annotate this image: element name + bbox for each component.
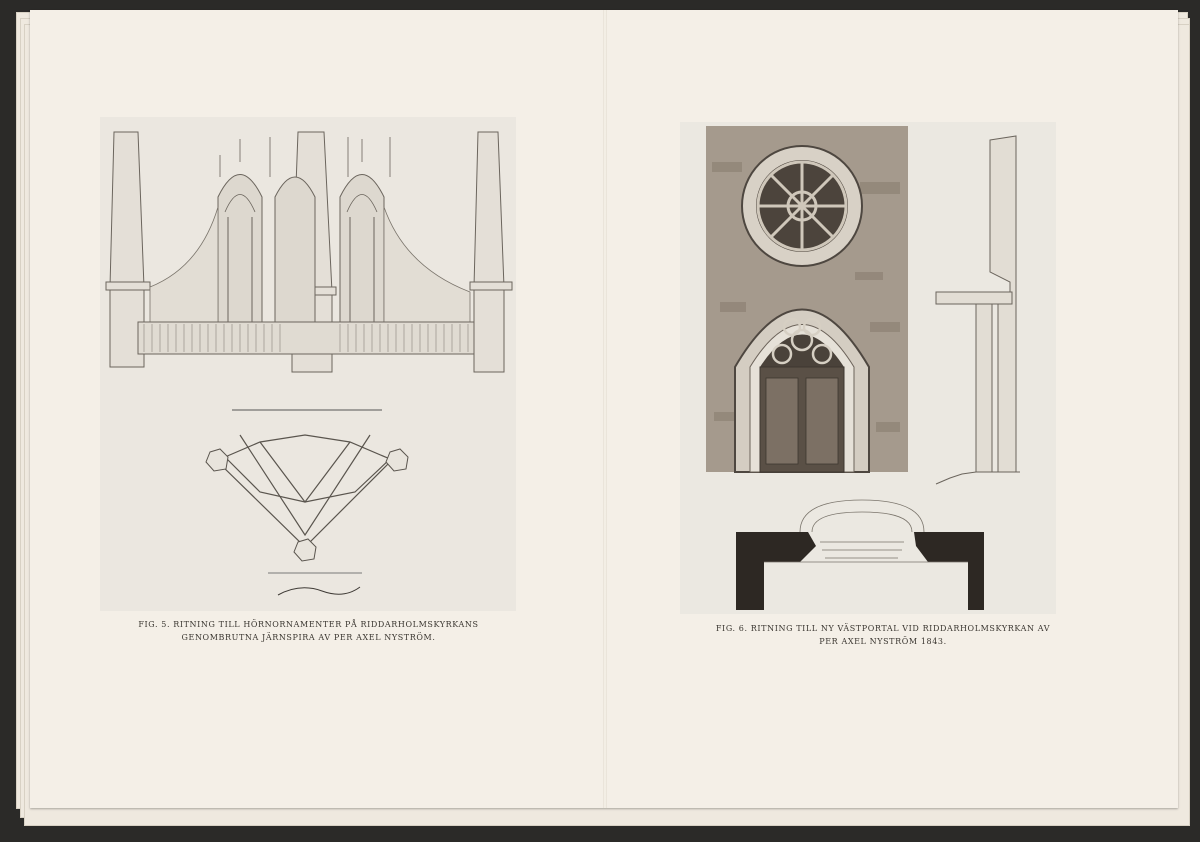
- figure-6-plate: [680, 122, 1056, 614]
- left-page: [30, 10, 605, 808]
- spire-ornament-drawing: [100, 117, 516, 611]
- right-page: [605, 10, 1178, 808]
- book-spread: [30, 10, 1178, 808]
- figure-5-plate: [100, 117, 516, 611]
- west-portal-drawing: [680, 122, 1056, 614]
- figure-5-caption: FIG. 5. RITNING TILL HÖRNORNAMENTER PÅ RIDDARHOLMSKYRKANS GENOMBRUTNA JÄRNSPIRA AV PER AXEL NYSTRÖM.: [138, 620, 479, 642]
- figure-6-caption: FIG. 6. RITNING TILL NY VÄSTPORTAL VID RIDDARHOLMSKYRKAN AV PER AXEL NYSTRÖM 1843.: [715, 624, 1051, 646]
